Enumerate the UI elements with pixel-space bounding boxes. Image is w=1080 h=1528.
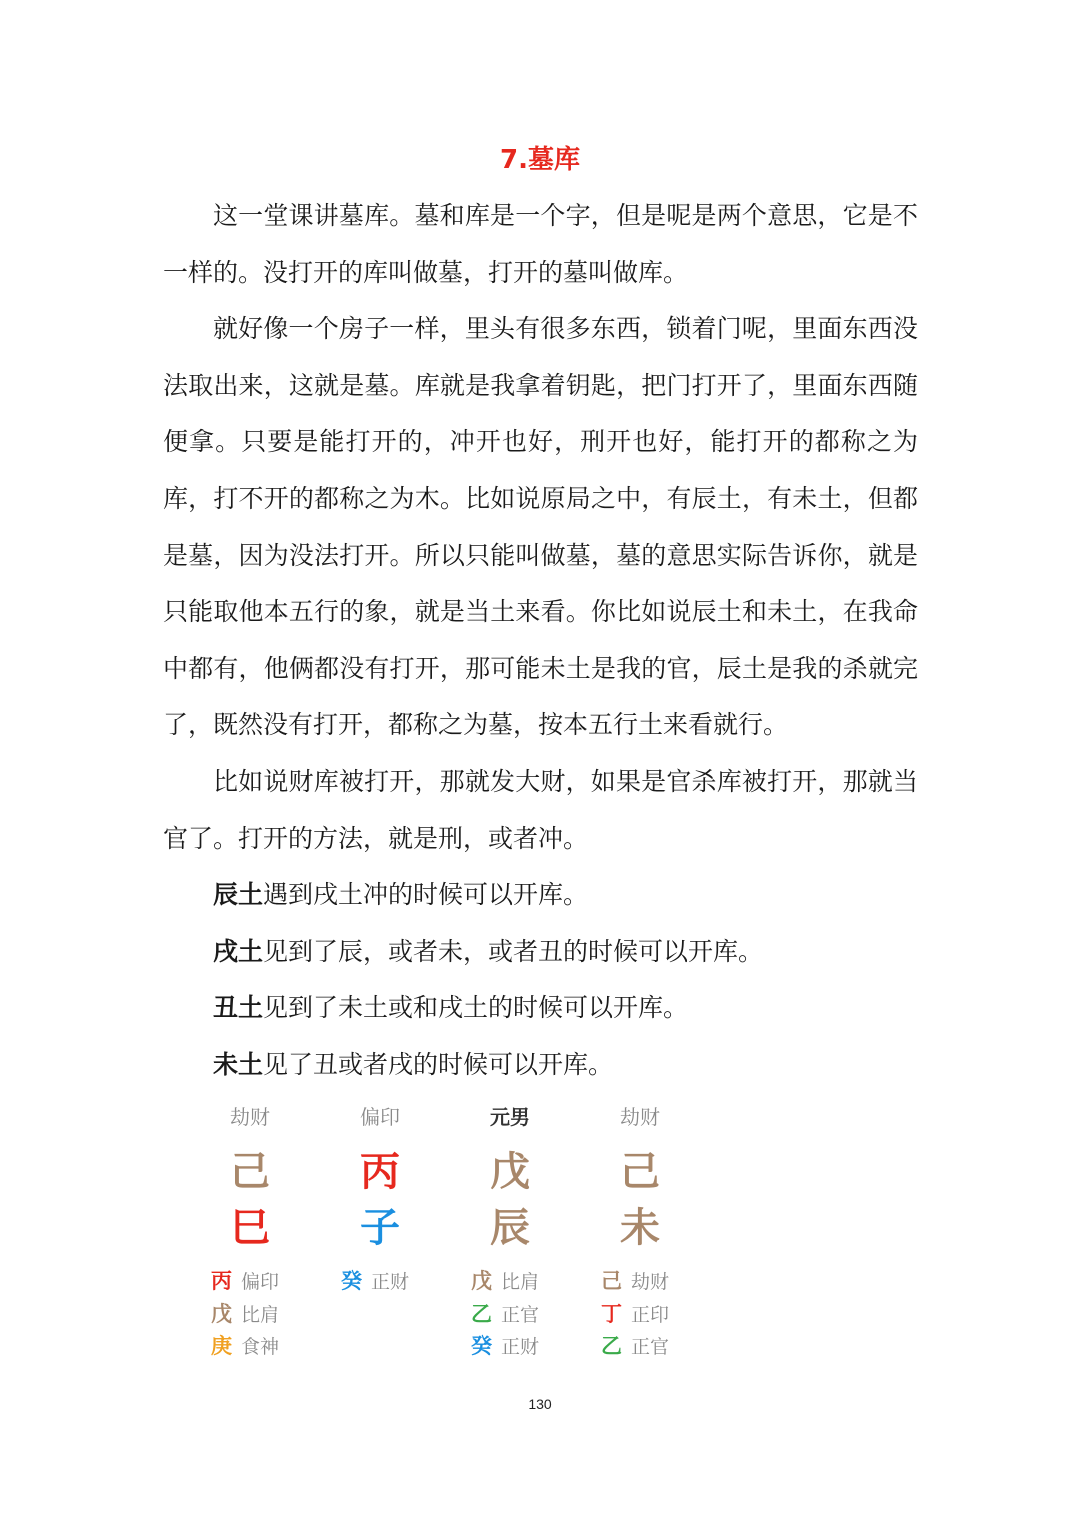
heavenly-stem: 己 [230,1149,270,1195]
rule-term: 戌土 [213,936,264,966]
bazi-chart [185,1100,725,1370]
pillar-role: 劫财 [620,1105,660,1129]
ten-god-label: 正财 [501,1336,540,1358]
rule-term: 未土 [213,1049,264,1079]
hidden-stem-row [471,1330,581,1363]
hidden-stem-row [471,1265,581,1298]
pillar-year [185,1100,315,1370]
ten-god-label: 比肩 [501,1271,540,1293]
heavenly-stem: 丙 [360,1149,400,1195]
hidden-stem-row [471,1298,581,1331]
hidden-stem-char: 癸 [341,1269,362,1293]
rule-line [163,924,918,981]
hidden-stems [211,1265,321,1363]
hidden-stems [471,1265,581,1363]
hidden-stem-row [211,1298,321,1331]
rule-line [163,867,918,924]
paragraph: 这一堂课讲墓库。墓和库是一个字，但是呢是两个意思，它是不一样的。没打开的库叫做墓，打开的墓叫做库。 [163,201,918,287]
page-number: 130 [528,1396,552,1412]
rule-text: 见了丑或者戌的时候可以开库。 [263,1049,614,1079]
ten-god-label: 正财 [371,1271,410,1293]
ten-god-label: 食神 [241,1336,280,1358]
hidden-stem-char: 己 [601,1269,622,1293]
ten-god-label: 劫财 [631,1271,670,1293]
hidden-stem-char: 戊 [471,1269,492,1293]
hidden-stem-row [211,1330,321,1363]
hidden-stem-char: 乙 [471,1301,492,1326]
hidden-stem-char: 乙 [601,1334,622,1358]
earthly-branch: 未 [620,1205,660,1251]
rule-line [163,980,918,1037]
hidden-stems [341,1265,451,1298]
rule-text: 见到了辰，或者未，或者丑的时候可以开库。 [263,936,764,966]
rule-line [163,1037,918,1094]
heavenly-stem: 己 [620,1149,660,1195]
hidden-stem-row [211,1265,321,1298]
rule-term: 丑土 [213,993,264,1023]
pillar-hour [575,1100,705,1370]
earthly-branch: 巳 [230,1205,270,1251]
earthly-branch: 辰 [490,1205,530,1251]
earthly-branch: 子 [360,1205,400,1251]
hidden-stem-char: 丁 [601,1301,622,1326]
hidden-stem-char: 丙 [211,1269,232,1293]
pillar-month [315,1100,445,1370]
ten-god-label: 正印 [631,1303,670,1326]
heavenly-stem: 戊 [490,1149,530,1195]
rule-text: 见到了未土或和戌土的时候可以开库。 [263,993,689,1023]
hidden-stem-char: 癸 [471,1334,492,1358]
rule-text: 遇到戌土冲的时候可以开库。 [263,880,589,910]
rule-term: 辰土 [213,880,264,910]
section-title: 7.墓库 [500,145,580,175]
paragraph: 就好像一个房子一样，里头有很多东西，锁着门呢，里面东西没法取出来，这就是墓。库就是我拿着钥匙，把门打开了，里面东西随便拿。只要是能打开的，冲开也好，刑开也好，能打开的都称之为库，打不开的都称之为木。比如说原局之中，有辰土，有未土，但都是墓，因为没法打开。所以只能叫做墓，墓的意思实际告诉你，就是只能取他本五行的象，就是当土来看。你比如说辰土和未土，在我命中都有，他俩都没有打开，那可能未土是我的官，辰土是我的杀就完了，既然没有打开，都称之为墓，按本五行土来看就行。 [163,314,918,740]
hidden-stems [601,1265,711,1363]
pillar-role: 劫财 [230,1105,270,1129]
hidden-stem-row [601,1330,711,1363]
paragraph: 比如说财库被打开，那就发大财，如果是官杀库被打开，那就当官了。打开的方法，就是刑，或者冲。 [163,766,918,853]
ten-god-label: 比肩 [241,1303,280,1326]
pillar-role: 元男 [490,1105,530,1129]
ten-god-label: 正官 [501,1303,540,1326]
hidden-stem-char: 庚 [211,1334,232,1358]
hidden-stem-row [601,1298,711,1331]
ten-god-label: 正官 [631,1336,670,1358]
hidden-stem-row [341,1265,451,1298]
pillar-day [445,1100,575,1370]
pillar-role: 偏印 [360,1105,400,1129]
ten-god-label: 偏印 [241,1271,280,1293]
body-text [163,188,918,1094]
hidden-stem-row [601,1265,711,1298]
hidden-stem-char: 戊 [211,1301,232,1326]
